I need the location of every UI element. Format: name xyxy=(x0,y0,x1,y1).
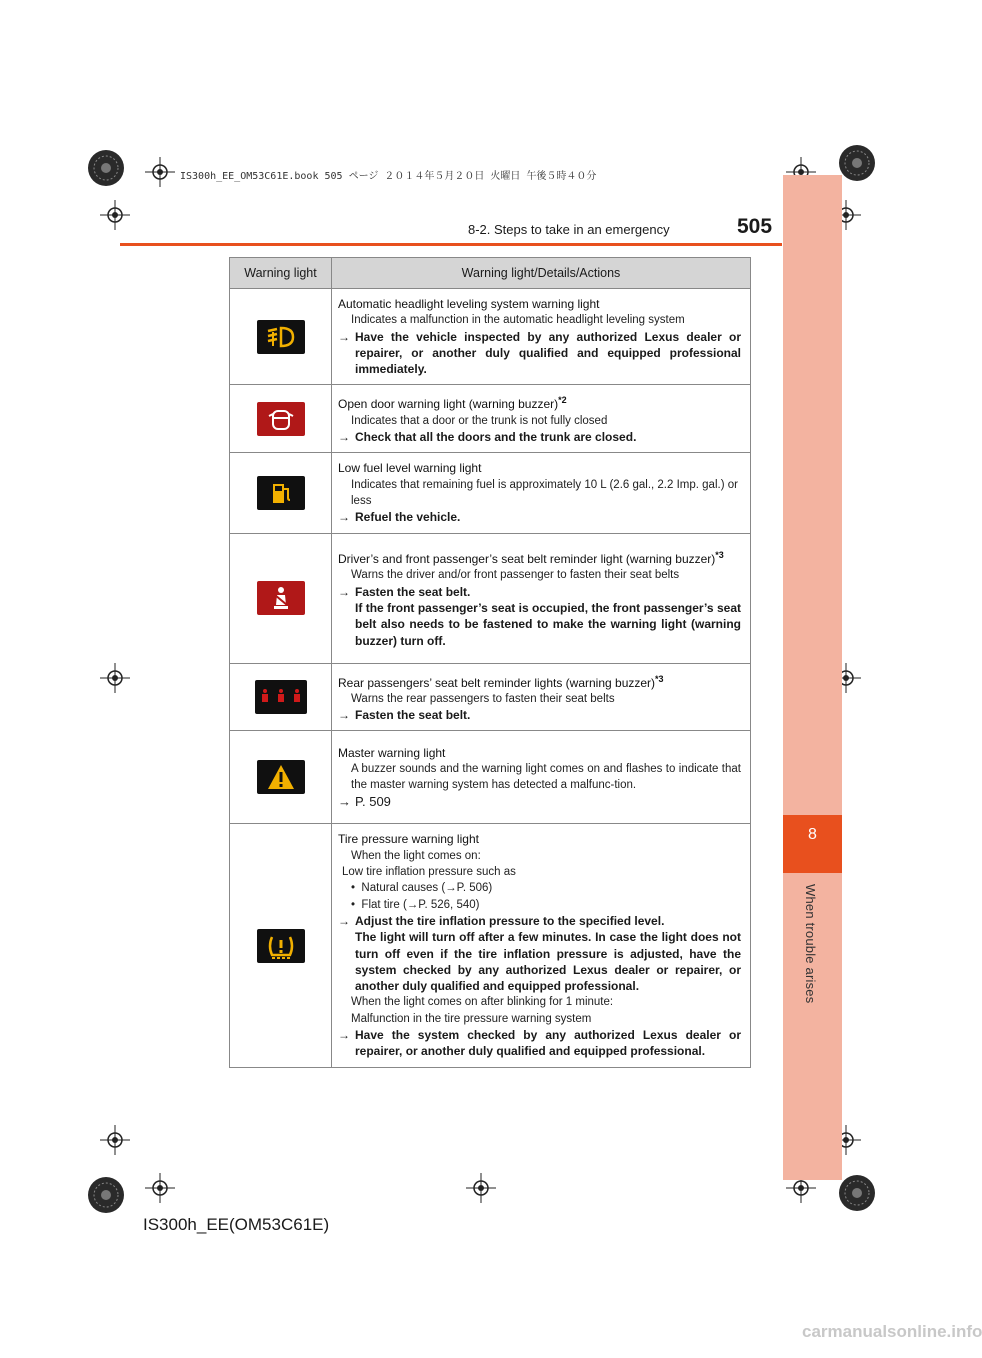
header-rule xyxy=(120,243,782,246)
table-row xyxy=(230,453,751,533)
table-row xyxy=(230,385,751,453)
column-header: Warning light xyxy=(230,258,332,289)
watermark-link[interactable]: carmanualsonline.info xyxy=(802,1322,982,1341)
warning-action: → Fasten the seat belt. xyxy=(338,584,471,599)
radial-print-mark-icon xyxy=(837,1173,877,1213)
warning-action-detail: The light will turn off after a few minutes. In case the light does not turn off even if the tire inflation pressure is adjusted, have the system checked by any authorized Lexus dealer or repairer, or another duly qualified and equipped professional. xyxy=(355,930,741,994)
column-header: Warning light/Details/Actions xyxy=(332,258,751,289)
warning-title: Driver’s and front passenger’s seat belt reminder light (warning buzzer)$^{*3}$ xyxy=(338,550,724,567)
list-item: • Natural causes (→P. 506) xyxy=(351,882,493,895)
warning-action: → P. 509 xyxy=(338,793,391,809)
radial-print-mark-icon xyxy=(86,148,126,188)
chapter-tab xyxy=(783,815,842,873)
list-item: • Flat tire (→P. 526, 540) xyxy=(351,898,480,911)
table-row xyxy=(230,663,751,731)
warning-description: Indicates that remaining fuel is approximately 10 L (2.6 gal., 2.2 Imp. gal.) or less xyxy=(351,478,738,507)
warning-description: A buzzer sounds and the warning light comes on and flashes to indicate that the master warning system has detected a malfunc-tion. xyxy=(351,763,741,792)
registration-mark-icon xyxy=(145,1173,175,1203)
warning-action-detail: If the front passenger’s seat is occupied, the front passenger’s seat belt also needs to be fastened to make the warning light (warning buzzer) turn off. xyxy=(355,601,741,648)
registration-mark-icon xyxy=(466,1173,496,1203)
tire-pressure-warning-icon xyxy=(257,929,305,963)
warning-description: Warns the rear passengers to fasten their seat belts xyxy=(351,692,615,705)
chapter-sidebar xyxy=(783,175,842,1180)
warning-action: → Refuel the vehicle. xyxy=(338,510,461,525)
radial-print-mark-icon xyxy=(86,1175,126,1215)
table-row xyxy=(230,533,751,663)
registration-mark-icon xyxy=(100,200,130,230)
warning-action: → Adjust the tire inflation pressure to the specified level. xyxy=(338,913,665,928)
registration-mark-icon xyxy=(100,1125,130,1155)
warning-title: Tire pressure warning light xyxy=(338,832,479,847)
warning-title: Master warning light xyxy=(338,745,446,760)
table-row xyxy=(230,731,751,824)
manual-code: IS300h_EE(OM53C61E) xyxy=(143,1215,330,1234)
warning-description: Malfunction in the tire pressure warning system xyxy=(351,1012,592,1025)
low-fuel-warning-icon xyxy=(257,476,305,510)
warning-action: → Fasten the seat belt. xyxy=(338,708,471,723)
warning-title: Rear passengers’ seat belt reminder lights (warning buzzer)$^{*3}$ xyxy=(338,673,664,690)
warning-action: → Have the system checked by any authorized Lexus dealer or repairer, or another duly qualified and equipped professional. xyxy=(338,1028,741,1059)
table-row xyxy=(230,289,751,385)
warning-title: Open door warning light (warning buzzer)$^{*2}$ xyxy=(338,395,567,412)
warning-action: → Have the vehicle inspected by any authorized Lexus dealer or repairer, or another duly qualified and equipped professional immediately. xyxy=(338,329,741,377)
warning-action: → Check that all the doors and the trunk are closed. xyxy=(338,430,637,445)
warning-description: When the light comes on after blinking for 1 minute: xyxy=(351,996,614,1009)
registration-mark-icon xyxy=(100,663,130,693)
page-number: 505 xyxy=(737,215,773,238)
book-info-line: IS300h_EE_OM53C61E.book 505 ページ ２０１４年５月２０日 火曜日 午後５時４０分 xyxy=(180,171,597,182)
rear-seat-belt-reminder-icon xyxy=(255,680,307,714)
open-door-warning-icon xyxy=(257,402,305,436)
warning-description: Indicates a malfunction in the automatic headlight leveling system xyxy=(351,314,685,327)
headlight-leveling-warning-icon xyxy=(257,320,305,354)
registration-mark-icon xyxy=(145,157,175,187)
master-warning-icon xyxy=(257,760,305,794)
warning-description: Indicates that a door or the trunk is not fully closed xyxy=(351,414,608,427)
warning-title: Automatic headlight leveling system warning light xyxy=(338,297,600,311)
warning-description: Low tire inflation pressure such as xyxy=(342,866,516,879)
section-title: 8-2. Steps to take in an emergency xyxy=(468,222,670,237)
seat-belt-reminder-icon xyxy=(257,581,305,615)
warning-light-table xyxy=(229,257,751,1068)
warning-title: Low fuel level warning light xyxy=(338,461,482,476)
chapter-number: 8 xyxy=(808,826,817,843)
chapter-title: When trouble arises xyxy=(803,884,818,1004)
radial-print-mark-icon xyxy=(837,143,877,183)
table-header-row xyxy=(230,258,751,289)
warning-description: Warns the driver and/or front passenger to fasten their seat belts xyxy=(351,569,680,582)
table-row xyxy=(230,824,751,1067)
warning-description: When the light comes on: xyxy=(351,849,481,862)
